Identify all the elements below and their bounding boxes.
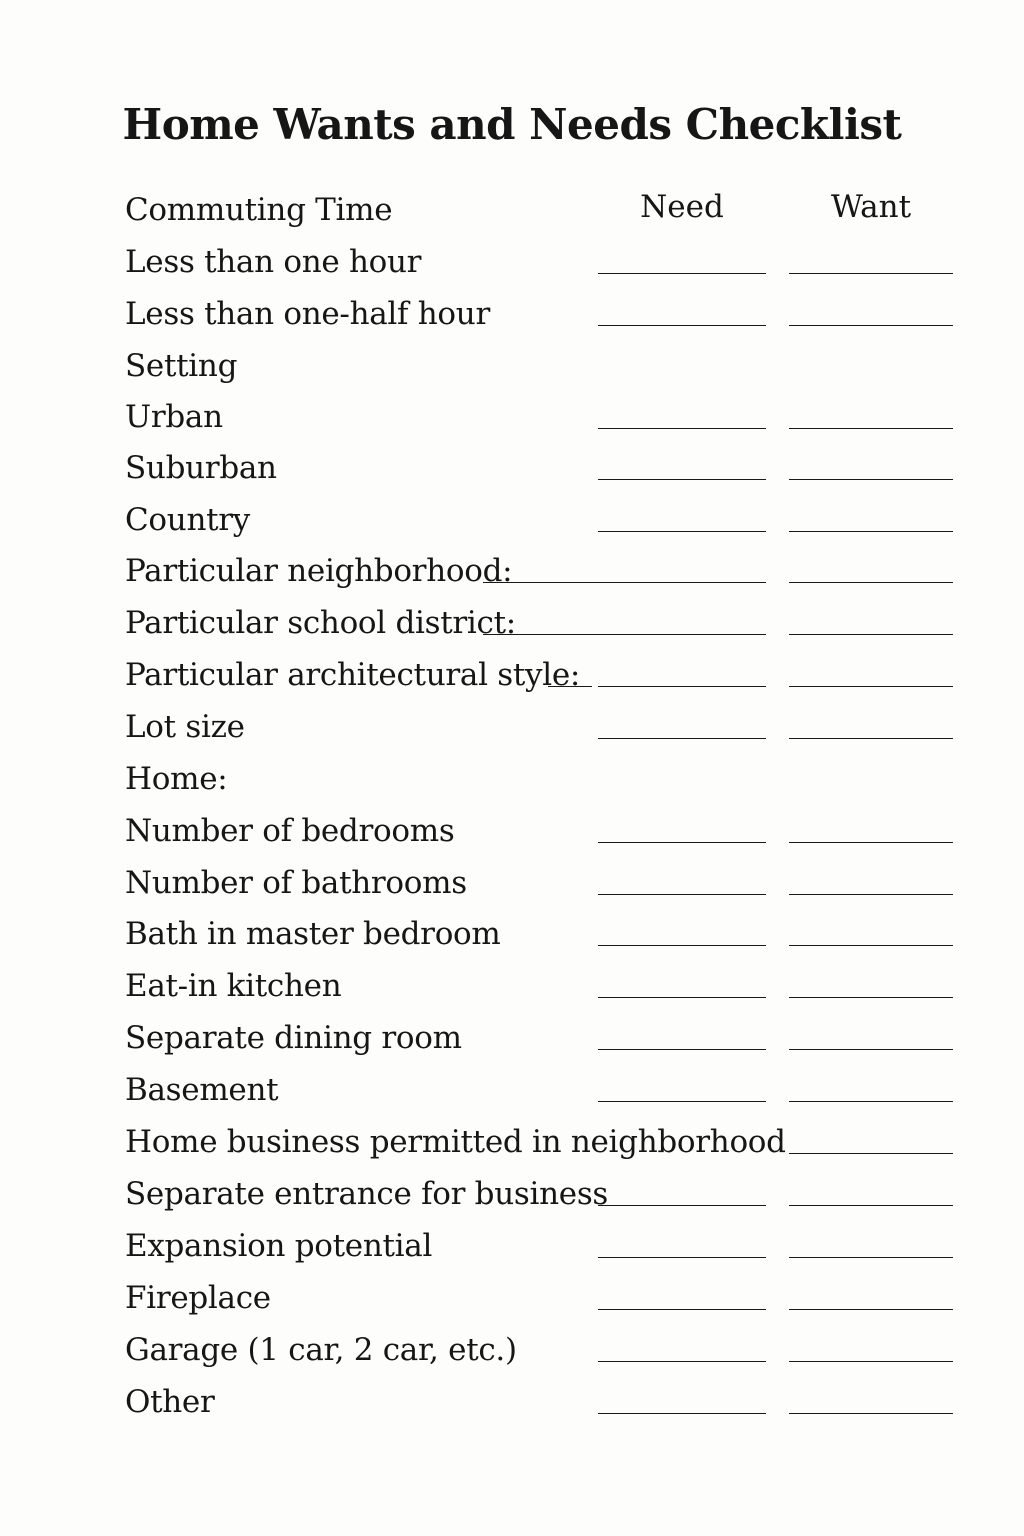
checklist-row-basement [0, 1064, 1024, 1116]
school-district-fill-blank[interactable] [483, 634, 766, 635]
want-blank[interactable] [789, 1153, 953, 1154]
need-blank[interactable] [598, 428, 766, 429]
want-blank[interactable] [789, 1101, 953, 1102]
need-blank[interactable] [598, 1257, 766, 1258]
want-blank[interactable] [789, 945, 953, 946]
row-label: Suburban [125, 450, 277, 486]
row-label: Fireplace [125, 1280, 271, 1316]
need-blank[interactable] [598, 479, 766, 480]
need-blank[interactable] [598, 738, 766, 739]
want-blank[interactable] [789, 997, 953, 998]
want-blank[interactable] [789, 582, 953, 583]
need-blank[interactable] [598, 1101, 766, 1102]
need-column-header: Need [640, 189, 724, 225]
checklist-row-neighborhood [0, 545, 1024, 597]
row-label: Particular neighborhood: [125, 553, 513, 589]
need-blank[interactable] [598, 273, 766, 274]
row-label: Particular architectural style: [125, 657, 581, 693]
row-label: Particular school district: [125, 605, 516, 641]
row-label: Home business permitted in neighborhood [125, 1124, 786, 1160]
want-blank[interactable] [789, 686, 953, 687]
checklist-row-garage [0, 1324, 1024, 1376]
want-blank[interactable] [789, 1361, 953, 1362]
want-blank[interactable] [789, 1413, 953, 1414]
want-blank[interactable] [789, 1309, 953, 1310]
checklist-row-urban [0, 391, 1024, 443]
want-blank[interactable] [789, 1257, 953, 1258]
row-label: Separate entrance for business [125, 1176, 609, 1212]
row-label: Number of bedrooms [125, 813, 455, 849]
section-heading-setting [0, 340, 1024, 392]
row-label: Less than one hour [125, 244, 422, 280]
row-label: Less than one-half hour [125, 296, 490, 332]
checklist-row-business-entrance [0, 1168, 1024, 1220]
checklist-row-bathrooms [0, 857, 1024, 909]
architectural-style-fill-blank[interactable] [548, 686, 592, 687]
checklist-row-suburban [0, 442, 1024, 494]
section-label: Commuting Time [125, 192, 393, 228]
need-blank[interactable] [598, 894, 766, 895]
need-blank[interactable] [598, 1205, 766, 1206]
checklist-row-lot-size [0, 701, 1024, 753]
page-title: Home Wants and Needs Checklist [122, 100, 902, 149]
want-blank[interactable] [789, 325, 953, 326]
row-label: Separate dining room [125, 1020, 462, 1056]
want-blank[interactable] [789, 1205, 953, 1206]
section-label: Setting [125, 348, 238, 384]
checklist-row-eat-in-kitchen [0, 960, 1024, 1012]
want-blank[interactable] [789, 738, 953, 739]
need-blank[interactable] [598, 531, 766, 532]
row-label: Bath in master bedroom [125, 916, 501, 952]
checklist-row-architectural-style [0, 649, 1024, 701]
checklist-row-fireplace [0, 1272, 1024, 1324]
checklist-row-other [0, 1376, 1024, 1428]
want-blank[interactable] [789, 894, 953, 895]
row-label: Other [125, 1384, 215, 1420]
need-blank[interactable] [598, 997, 766, 998]
want-blank[interactable] [789, 1049, 953, 1050]
need-blank[interactable] [598, 945, 766, 946]
row-label: Country [125, 502, 251, 538]
need-blank[interactable] [598, 686, 766, 687]
want-blank[interactable] [789, 428, 953, 429]
want-column-header: Want [830, 189, 912, 225]
need-blank[interactable] [598, 325, 766, 326]
row-label: Urban [125, 399, 223, 435]
row-label: Garage (1 car, 2 car, etc.) [125, 1332, 517, 1368]
row-label: Expansion potential [125, 1228, 433, 1264]
checklist-row-expansion [0, 1220, 1024, 1272]
checklist-row-dining-room [0, 1012, 1024, 1064]
neighborhood-fill-blank[interactable] [483, 582, 766, 583]
row-label: Basement [125, 1072, 279, 1108]
need-blank[interactable] [598, 1049, 766, 1050]
checklist-row-home-business [0, 1116, 1024, 1168]
checklist-row-master-bath [0, 908, 1024, 960]
row-label: Lot size [125, 709, 245, 745]
checklist-row-school-district [0, 597, 1024, 649]
want-blank[interactable] [789, 634, 953, 635]
checklist-row-less-than-one-hour [0, 236, 1024, 288]
row-label: Eat-in kitchen [125, 968, 342, 1004]
checklist-row-bedrooms [0, 805, 1024, 857]
checklist-row-less-than-half-hour [0, 288, 1024, 340]
need-blank[interactable] [598, 1309, 766, 1310]
checklist-row-country [0, 494, 1024, 546]
section-heading-home [0, 753, 1024, 805]
section-heading-commuting [0, 184, 1024, 236]
want-blank[interactable] [789, 479, 953, 480]
want-blank[interactable] [789, 842, 953, 843]
need-blank[interactable] [598, 1361, 766, 1362]
row-label: Number of bathrooms [125, 865, 467, 901]
want-blank[interactable] [789, 531, 953, 532]
need-blank[interactable] [598, 1413, 766, 1414]
section-label: Home: [125, 761, 228, 797]
want-blank[interactable] [789, 273, 953, 274]
need-blank[interactable] [598, 842, 766, 843]
